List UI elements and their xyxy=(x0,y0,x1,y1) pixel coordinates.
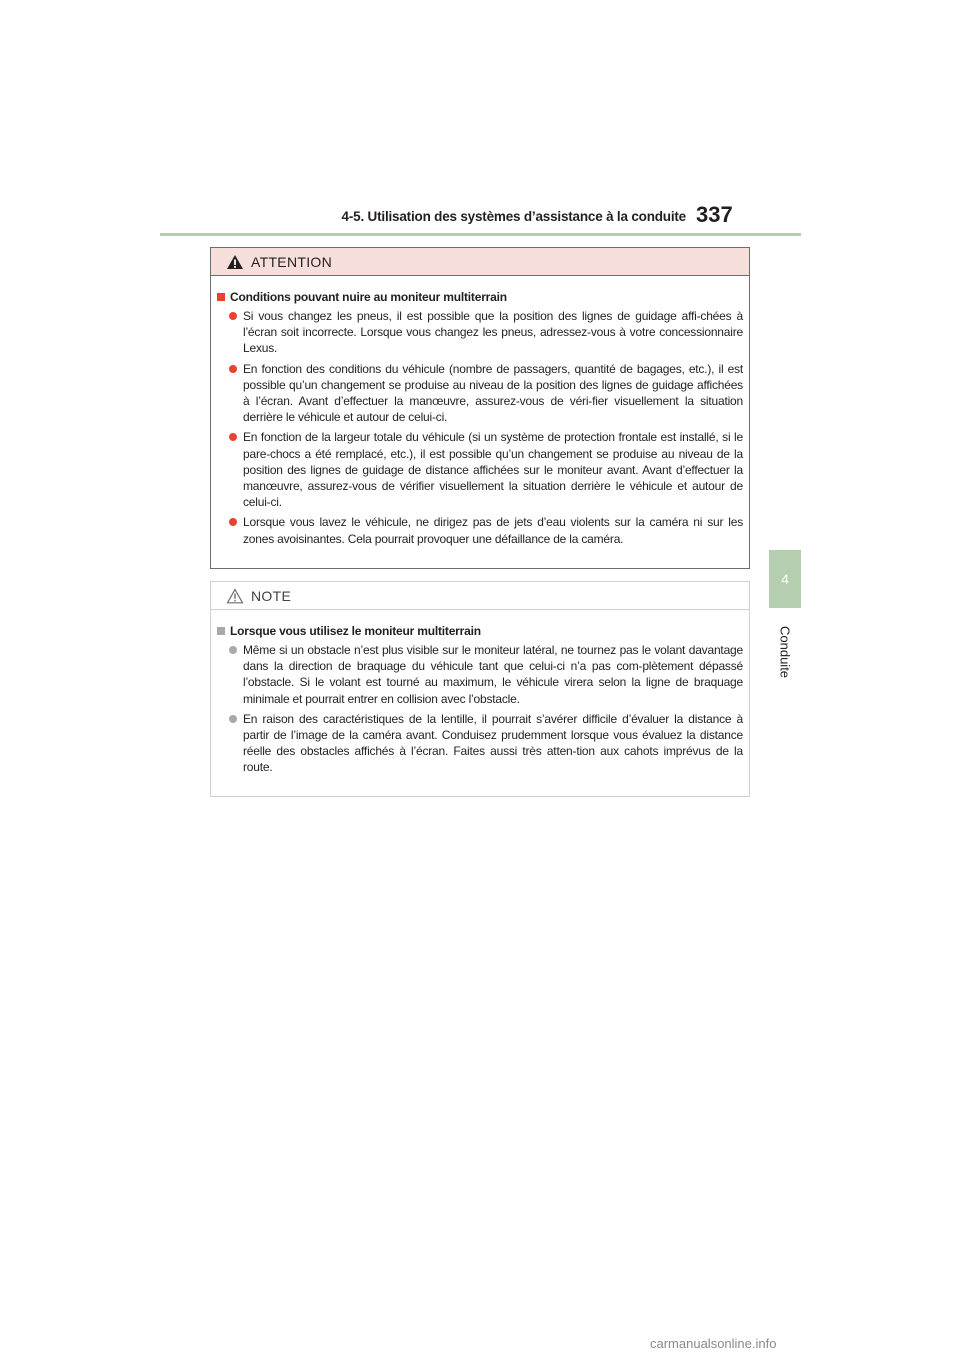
note-item xyxy=(217,642,743,707)
bullet-dot-icon xyxy=(229,715,237,723)
attention-item-text: Si vous changez les pneus, il est possible que la position des lignes de guidage affi-chées à l’écran soit incorrecte. Lorsque vous changez les pneus, adressez-vous à votre concessionnaire Lexus. xyxy=(243,309,743,356)
attention-section-title-text: Conditions pouvant nuire au moniteur multiterrain xyxy=(230,290,507,304)
note-heading: NOTE xyxy=(251,587,292,604)
bullet-dot-icon xyxy=(229,312,237,320)
chapter-tab-label xyxy=(769,612,801,692)
bullet-dot-icon xyxy=(229,646,237,654)
bullet-dot-icon xyxy=(229,433,237,441)
bullet-dot-icon xyxy=(229,365,237,373)
attention-body xyxy=(211,276,749,547)
square-bullet-icon xyxy=(217,293,225,301)
note-item-text: Même si un obstacle n’est plus visible sur le moniteur latéral, ne tournez pas le volant davantage dans la direction de braquage du véhicule tant que celui-ci n’a pas com-plètement dépassé l’obstacle. Si le volant est tourné au maximum, le véhicule virera selon la ligne de braquage minimale et pourrait entrer en collision avec l’obstacle. xyxy=(243,643,743,706)
bullet-dot-icon xyxy=(229,518,237,526)
warning-triangle-outline-icon xyxy=(226,588,244,604)
attention-item xyxy=(217,429,743,510)
attention-item xyxy=(217,308,743,357)
attention-item xyxy=(217,514,743,546)
chapter-tab-number: 4 xyxy=(769,550,801,608)
attention-header xyxy=(211,248,749,276)
attention-item-text: Lorsque vous lavez le véhicule, ne dirigez pas de jets d’eau violents sur la caméra ni sur les zones avoisinantes. Cela pourrait provoquer une défaillance de la caméra. xyxy=(243,515,743,546)
watermark: carmanualsonline.info xyxy=(650,1336,777,1351)
note-section-title-text: Lorsque vous utilisez le moniteur multiterrain xyxy=(230,624,481,638)
note-header xyxy=(211,582,749,610)
attention-box xyxy=(210,247,750,569)
note-box xyxy=(210,581,750,797)
page-number: 337 xyxy=(696,202,733,227)
chapter-tab-label-text: Conduite xyxy=(777,625,793,679)
attention-item xyxy=(217,361,743,426)
attention-heading: ATTENTION xyxy=(251,253,332,270)
square-bullet-icon xyxy=(217,627,225,635)
header-rule xyxy=(160,233,801,236)
attention-section-title xyxy=(217,290,743,304)
attention-item-text: En fonction des conditions du véhicule (nombre de passagers, quantité de bagages, etc.), il est possible qu’un changement se produise au niveau de la position des lignes de guidage affichées à l’écran. Avant d’effectuer la manœuvre, assurez-vous de véri-fier visuellement la situation derrière le véhicule et autour de celui-ci. xyxy=(243,361,743,425)
warning-triangle-icon xyxy=(226,254,244,270)
note-body xyxy=(211,610,749,776)
note-item-text: En raison des caractéristiques de la lentille, il pourrait s’avérer difficile d’évaluer la distance à partir de l’image de la caméra avant. Conduisez prudemment lorsque vous évaluez la distance réelle des obstacles affichés à l’écran. Faites aussi très atten-tion aux cahots imprévus de la route. xyxy=(243,711,743,775)
note-section-title xyxy=(217,624,743,638)
attention-item-text: En fonction de la largeur totale du véhicule (si un système de protection frontale est installé, si le pare-chocs a été remplacé, etc.), il est possible qu’un changement se produise au niveau de la position des lignes de guidage de distance affichées sur le moniteur avant. Avant d’effectuer la manœuvre, assurez-vous de vérifier visuellement la situation derrière le véhicule et autour de celui-ci. xyxy=(243,430,743,510)
note-item xyxy=(217,711,743,776)
section-header-title: 4-5. Utilisation des systèmes d’assistance à la conduite xyxy=(341,209,686,224)
